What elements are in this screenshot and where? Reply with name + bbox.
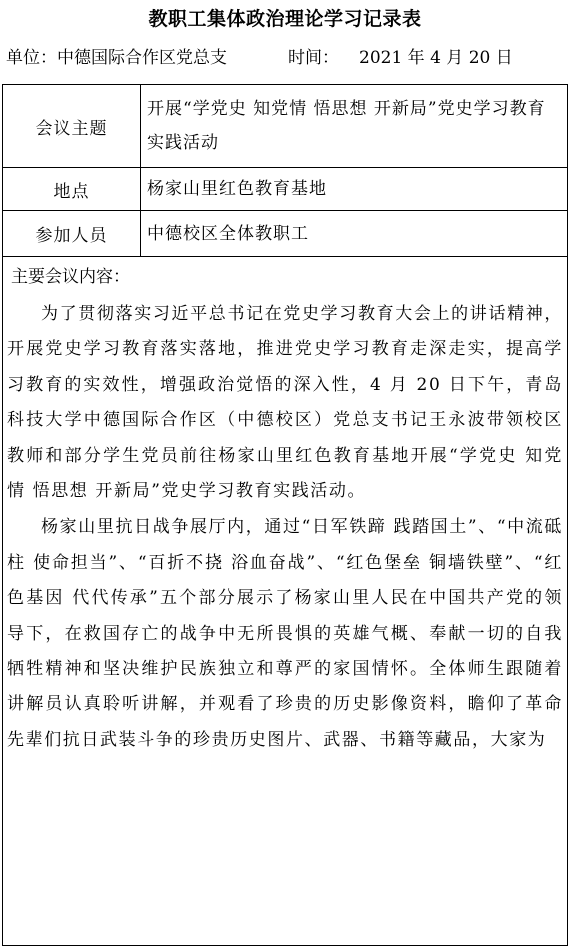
content-cell	[3, 257, 568, 946]
topic-value: 开展“学党史 知党情 悟思想 开新局”党史学习教育实践活动	[141, 85, 568, 168]
content-heading: 主要会议内容：	[11, 267, 130, 287]
topic-label: 会议主题	[3, 85, 141, 168]
unit-label: 单位：	[6, 48, 57, 68]
unit-value: 中德国际合作区党总支	[57, 48, 227, 68]
record-table	[2, 84, 568, 946]
time-block	[288, 46, 513, 70]
table-row-content	[3, 257, 568, 946]
content-paragraph-2: 杨家山里抗日战争展厅内，通过“日军铁蹄 践踏国土”、“中流砥柱 使命担当”、“百折不挠 浴血奋战”、“红色堡垒 铜墙铁壁”、“红色基因 代代传承”五个部分展示了杨家山里人民在中国共产党的领导下，在救国存亡的战争中无所畏惧的英雄气概、奉献一切的自我牺牲精神和坚决维护民族独立和尊严的家国情怀。全体师生跟随着讲解员认真聆听讲解，并观看了珍贵的历史影像资料，瞻仰了革命先辈们抗日武装斗争的珍贵历史图片、武器、书籍等藏品，大家为	[7, 517, 563, 750]
location-value: 杨家山里红色教育基地	[141, 168, 568, 211]
time-value: 2021 年 4 月 20 日	[359, 48, 513, 68]
participants-label: 参加人员	[3, 211, 141, 257]
document-title: 教职工集体政治理论学习记录表	[148, 8, 422, 30]
table-row-topic	[3, 85, 568, 168]
meta-line	[6, 46, 566, 70]
table-row-participants	[3, 211, 568, 257]
participants-value: 中德校区全体教职工	[141, 211, 568, 257]
time-label: 时间：	[288, 48, 339, 68]
table-row-location	[3, 168, 568, 211]
location-label: 地点	[3, 168, 141, 211]
content-paragraph-1: 为了贯彻落实习近平总书记在党史学习教育大会上的讲话精神，开展党史学习教育落实落地，推进党史学习教育走深走实，提高学习教育的实效性，增强政治觉悟的深入性，4 月 20 日下午，青岛科技大学中德国际合作区（中德校区）党总支书记王永波带领校区教师和部分学生党员前往杨家山里红色教育基地开展“学党史 知党情 悟思想 开新局”党史学习教育实践活动。	[7, 304, 563, 502]
